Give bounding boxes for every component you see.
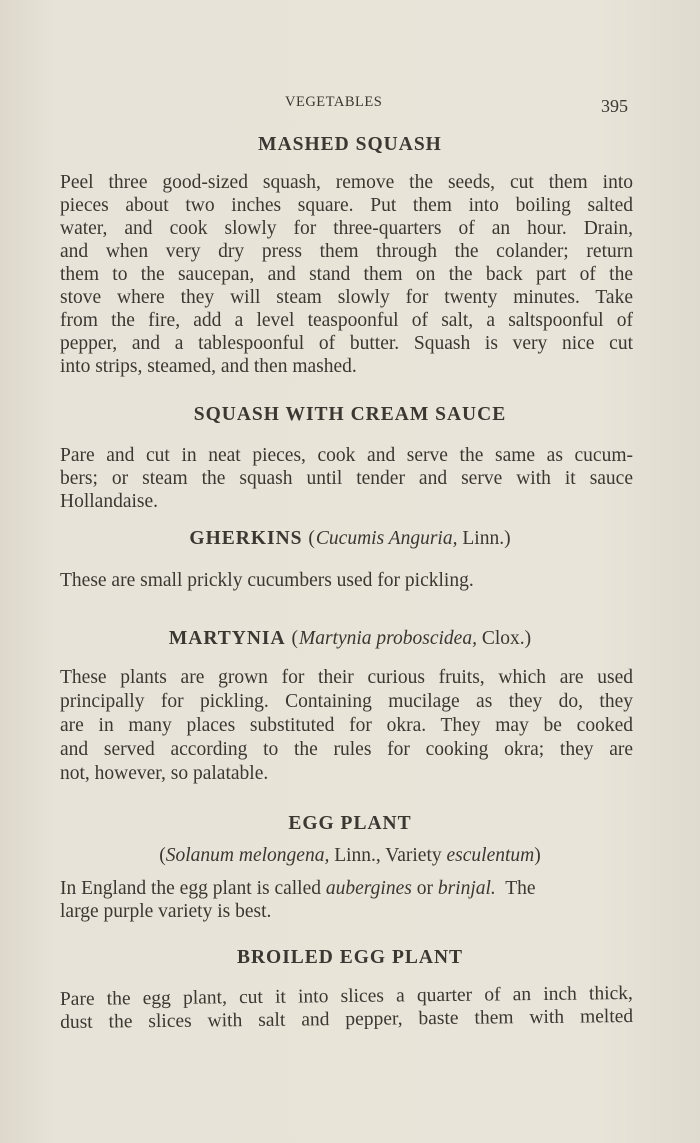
variety-name: esculentum <box>446 845 535 866</box>
paragraph-gherkins <box>60 569 633 592</box>
paragraph-egg-plant <box>60 877 633 923</box>
heading-martynia <box>0 628 700 650</box>
text: or <box>411 878 438 899</box>
text-line: These are small prickly cucumbers used for pickling. <box>60 570 474 591</box>
scientific-name: Martynia proboscidea, <box>298 628 477 649</box>
heading-squash-cream-sauce: SQUASH WITH CREAM SAUCE <box>193 404 507 425</box>
heading-text: MARTYNIA <box>168 628 286 649</box>
text-line: dust the slices with salt and pepper, baste them with melted <box>60 1005 634 1033</box>
text-line: Hollandaise. <box>60 491 159 512</box>
text-line: water, and cook slowly for three-quarters of an hour. Drain, <box>60 218 633 239</box>
scientific-name: Solanum melongena, <box>165 845 330 866</box>
text-line: and when very dry press them through the colander; return <box>60 241 633 262</box>
italic-term: aubergines <box>325 878 412 899</box>
text-line: bers; or steam the squash until tender and serve with it sauce <box>60 468 633 489</box>
text-line <box>60 877 633 900</box>
subtitle-text: Linn., Variety <box>329 845 447 866</box>
running-head: VEGETABLES <box>285 94 383 110</box>
heading-gherkins <box>0 528 700 550</box>
text: In England the egg plant is called <box>60 878 326 899</box>
egg-plant-subtitle <box>0 845 700 867</box>
heading-text: GHERKINS <box>189 528 303 549</box>
scientific-name: Cucumis Anguria, <box>315 528 458 549</box>
paren: ) <box>534 845 541 866</box>
paren: ( <box>285 628 299 649</box>
text-line: are in many places substituted for okra. They may be cooked <box>60 715 633 736</box>
paragraph-martynia <box>60 666 633 786</box>
authority: Clox.) <box>476 628 532 649</box>
text-line: Pare and cut in neat pieces, cook and serve the same as cucum- <box>60 445 633 466</box>
text-line: Pare the egg plant, cut it into slices a quarter of an inch thick, <box>59 983 633 1011</box>
text: The <box>495 878 536 899</box>
text-line: into strips, steamed, and then mashed. <box>60 356 357 377</box>
text-line: Peel three good-sized squash, remove the seeds, cut them into <box>60 172 633 193</box>
text-line: not, however, so palatable. <box>60 763 269 784</box>
paragraph-broiled-egg-plant <box>60 982 633 1034</box>
text-line: pepper, and a tablespoonful of butter. Squash is very nice cut <box>60 333 633 354</box>
heading-broiled-egg-plant: BROILED EGG PLANT <box>236 947 464 968</box>
text-line: and served according to the rules for cooking okra; they are <box>60 739 633 760</box>
text-line: principally for pickling. Containing mucilage as they do, they <box>60 691 633 712</box>
text-line: pieces about two inches square. Put them into boiling salted <box>60 195 633 216</box>
page-number: 395 <box>601 96 628 116</box>
paragraph-mashed-squash <box>60 171 633 378</box>
heading-egg-plant: EGG PLANT <box>288 813 412 834</box>
italic-term: brinjal. <box>437 878 496 899</box>
text-line: from the fire, add a level teaspoonful of salt, a saltspoonful of <box>60 310 633 331</box>
text-line: them to the saucepan, and stand them on the back part of the <box>60 264 633 285</box>
heading-mashed-squash: MASHED SQUASH <box>258 134 442 155</box>
paragraph-squash-cream-sauce <box>60 444 633 513</box>
text-line: stove where they will steam slowly for twenty minutes. Take <box>60 287 633 308</box>
text-line: large purple variety is best. <box>60 901 272 922</box>
paren: ( <box>159 845 166 866</box>
paren: ( <box>302 528 316 549</box>
authority: Linn.) <box>457 528 511 549</box>
text-line: These plants are grown for their curious fruits, which are used <box>60 667 633 688</box>
